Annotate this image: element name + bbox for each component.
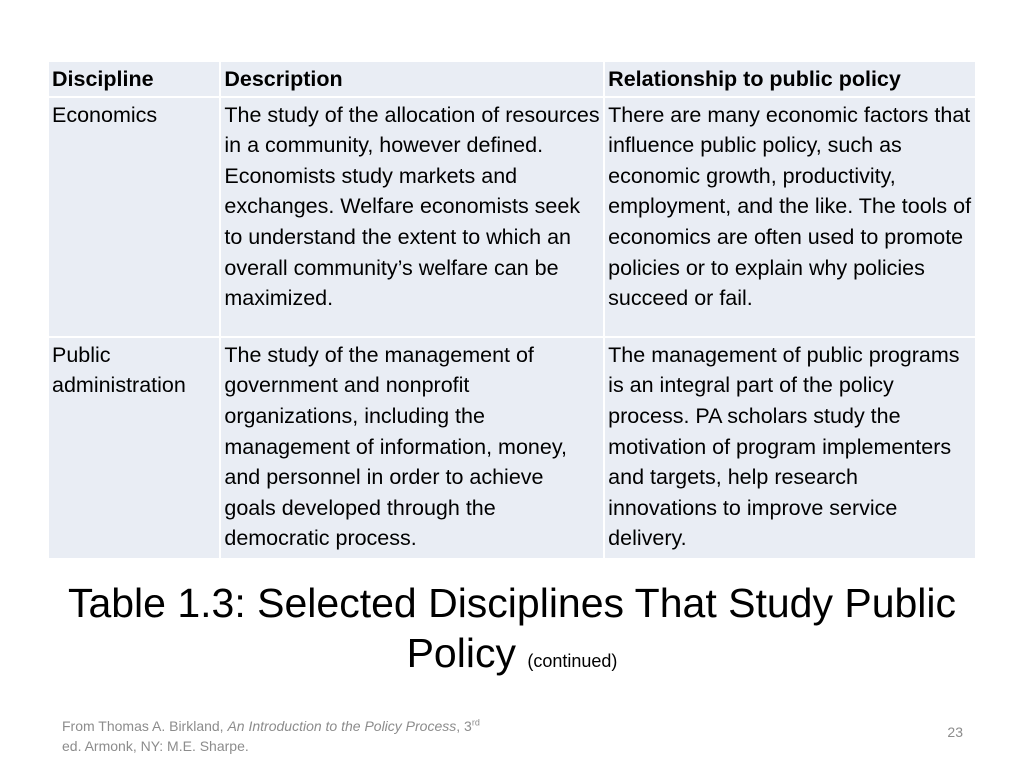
table-row [48, 337, 976, 559]
header-description: Description [220, 61, 604, 97]
source-citation [62, 716, 482, 756]
cell-relationship: There are many economic factors that influence public policy, such as economic growth, productivity, employment, and the like. The tools of economics are often used to promote policies or to explain why policies succeed or fail. [604, 97, 976, 337]
page-number: 23 [947, 724, 963, 740]
header-relationship: Relationship to public policy [604, 61, 976, 97]
cell-description: The study of the allocation of resources in a community, however defined. Economists study markets and exchanges. Welfare economists seek to understand the extent to which an overall community’s welfare can be maximized. [220, 97, 604, 337]
citation-publisher: ed. Armonk, NY: M.E. Sharpe. [62, 738, 249, 754]
citation-book-title: An Introduction to the Policy Process [227, 718, 457, 734]
citation-edition-suffix: rd [471, 717, 480, 728]
header-discipline: Discipline [48, 61, 220, 97]
cell-relationship: The management of public programs is an integral part of the policy process. PA scholars study the motivation of program implementers and targets, help research innovations to improve service delivery. [604, 337, 976, 559]
cell-discipline: Economics [48, 97, 220, 337]
table-header-row [48, 61, 976, 97]
cell-description: The study of the management of government and nonprofit organizations, including the management of information, money, and personnel in order to achieve goals developed through the democratic process. [220, 337, 604, 559]
citation-prefix: From Thomas A. Birkland, [62, 718, 228, 734]
title-continued: (continued) [527, 651, 618, 671]
slide-title [40, 578, 984, 686]
disciplines-table [47, 60, 977, 560]
title-main: Table 1.3: Selected Disciplines That Study Public Policy [67, 580, 957, 676]
citation-edition: , 3 [456, 718, 472, 734]
cell-discipline: Public administration [48, 337, 220, 559]
table-row [48, 97, 976, 337]
